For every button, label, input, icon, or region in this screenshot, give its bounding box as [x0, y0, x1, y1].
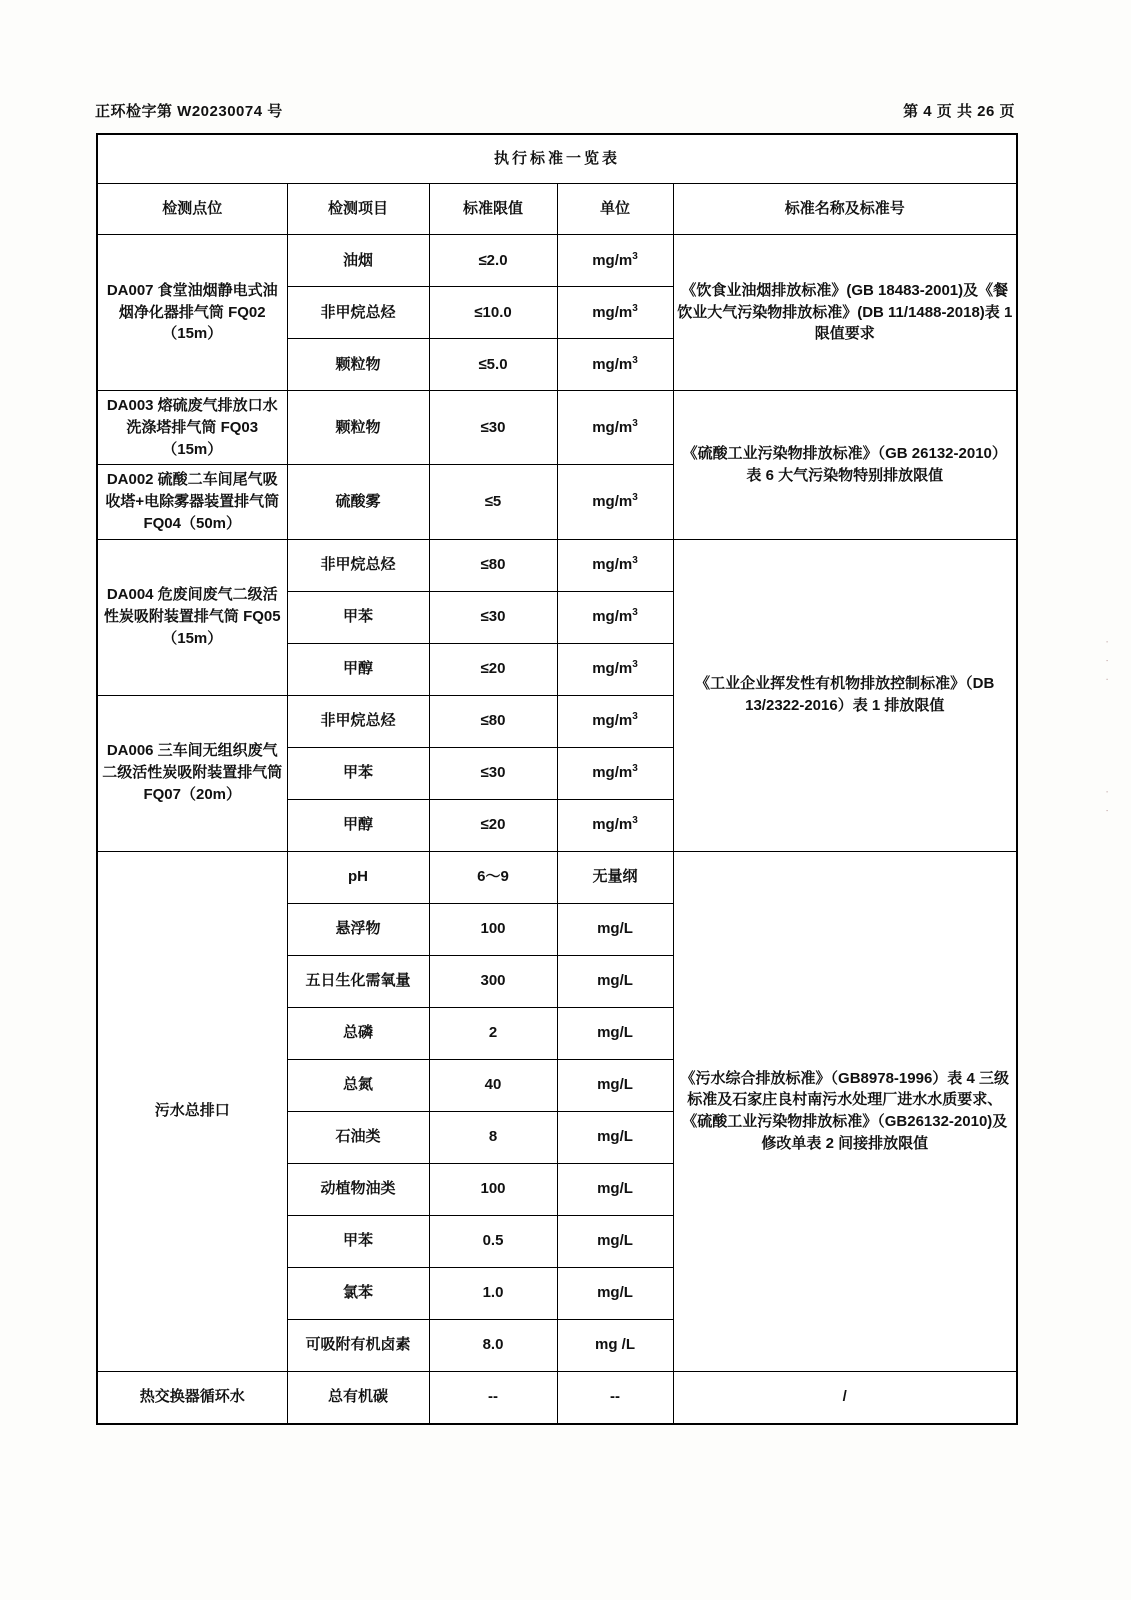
detection-item-cell: 可吸附有机卤素: [287, 1319, 429, 1371]
side-margin-mark-1: · · ·: [1101, 640, 1113, 688]
column-header-0: 检测点位: [97, 184, 287, 235]
detection-item-cell: 甲苯: [287, 747, 429, 799]
detection-item-cell: 总氮: [287, 1059, 429, 1111]
page-header: [95, 100, 1015, 121]
standard-name-cell: 《硫酸工业污染物排放标准》（GB 26132-2010）表 6 大气污染物特别排放限值: [673, 391, 1017, 540]
table-title-row: [97, 134, 1017, 184]
unit-cell: mg /L: [557, 1319, 673, 1371]
table-row: [97, 1371, 1017, 1424]
standard-limit-cell: ≤80: [429, 539, 557, 591]
detection-item-cell: 甲醇: [287, 643, 429, 695]
standard-limit-cell: 8.0: [429, 1319, 557, 1371]
standard-name-cell: 《工业企业挥发性有机物排放控制标准》（DB 13/2322-2016）表 1 排放限值: [673, 539, 1017, 851]
unit-cell: $mg/m^3$: [557, 643, 673, 695]
unit-cell: mg/L: [557, 903, 673, 955]
unit-cell: $mg/m^3$: [557, 695, 673, 747]
unit-cell: mg/L: [557, 1163, 673, 1215]
document-number: 正环检字第 W20230074 号: [95, 103, 283, 120]
column-header-4: 标准名称及标准号: [673, 184, 1017, 235]
standard-limit-cell: 100: [429, 1163, 557, 1215]
standards-table: [96, 133, 1018, 1425]
detection-point-cell: DA006 三车间无组织废气二级活性炭吸附装置排气筒 FQ07（20m）: [97, 695, 287, 851]
unit-cell: mg/L: [557, 1007, 673, 1059]
standard-limit-cell: --: [429, 1371, 557, 1424]
detection-item-cell: 总磷: [287, 1007, 429, 1059]
standard-limit-cell: ≤5.0: [429, 339, 557, 391]
detection-item-cell: 氯苯: [287, 1267, 429, 1319]
standard-limit-cell: 0.5: [429, 1215, 557, 1267]
detection-item-cell: 颗粒物: [287, 391, 429, 465]
detection-item-cell: 油烟: [287, 235, 429, 287]
standard-limit-cell: 300: [429, 955, 557, 1007]
detection-point-cell: 热交换器循环水: [97, 1371, 287, 1424]
detection-item-cell: 非甲烷总烃: [287, 695, 429, 747]
unit-cell: mg/L: [557, 1267, 673, 1319]
unit-cell: $mg/m^3$: [557, 339, 673, 391]
detection-item-cell: pH: [287, 851, 429, 903]
detection-item-cell: 石油类: [287, 1111, 429, 1163]
unit-cell: mg/L: [557, 1111, 673, 1163]
detection-item-cell: 颗粒物: [287, 339, 429, 391]
detection-point-cell: 污水总排口: [97, 851, 287, 1371]
table-row: [97, 235, 1017, 287]
standards-table-wrapper: [96, 133, 1016, 1425]
standard-limit-cell: ≤2.0: [429, 235, 557, 287]
unit-cell: $mg/m^3$: [557, 747, 673, 799]
standard-limit-cell: 2: [429, 1007, 557, 1059]
unit-cell: mg/L: [557, 1215, 673, 1267]
detection-point-cell: DA002 硫酸二车间尾气吸收塔+电除雾器装置排气筒 FQ04（50m）: [97, 465, 287, 539]
standard-limit-cell: ≤10.0: [429, 287, 557, 339]
detection-item-cell: 五日生化需氧量: [287, 955, 429, 1007]
standard-limit-cell: 1.0: [429, 1267, 557, 1319]
detection-item-cell: 甲醇: [287, 799, 429, 851]
standard-limit-cell: 100: [429, 903, 557, 955]
standard-limit-cell: ≤5: [429, 465, 557, 539]
standard-name-cell: /: [673, 1371, 1017, 1424]
unit-cell: $mg/m^3$: [557, 465, 673, 539]
standard-limit-cell: ≤80: [429, 695, 557, 747]
standard-limit-cell: ≤20: [429, 799, 557, 851]
unit-cell: --: [557, 1371, 673, 1424]
detection-item-cell: 甲苯: [287, 591, 429, 643]
table-row: [97, 851, 1017, 903]
standard-limit-cell: ≤30: [429, 591, 557, 643]
detection-point-cell: DA007 食堂油烟静电式油烟净化器排气筒 FQ02（15m）: [97, 235, 287, 391]
detection-item-cell: 非甲烷总烃: [287, 287, 429, 339]
unit-cell: 无量纲: [557, 851, 673, 903]
detection-point-cell: DA003 熔硫废气排放口水洗涤塔排气筒 FQ03（15m）: [97, 391, 287, 465]
page-number: 第 4 页 共 26 页: [903, 103, 1015, 120]
standard-limit-cell: ≤30: [429, 747, 557, 799]
unit-cell: mg/L: [557, 955, 673, 1007]
standard-limit-cell: ≤30: [429, 391, 557, 465]
detection-item-cell: 硫酸雾: [287, 465, 429, 539]
standard-name-cell: 《饮食业油烟排放标准》(GB 18483-2001)及《餐饮业大气污染物排放标准》(DB 11/1488-2018)表 1 限值要求: [673, 235, 1017, 391]
detection-point-cell: DA004 危废间废气二级活性炭吸附装置排气筒 FQ05（15m）: [97, 539, 287, 695]
column-header-1: 检测项目: [287, 184, 429, 235]
detection-item-cell: 动植物油类: [287, 1163, 429, 1215]
standard-limit-cell: 40: [429, 1059, 557, 1111]
detection-item-cell: 非甲烷总烃: [287, 539, 429, 591]
detection-item-cell: 悬浮物: [287, 903, 429, 955]
standard-limit-cell: 8: [429, 1111, 557, 1163]
column-header-2: 标准限值: [429, 184, 557, 235]
detection-item-cell: 总有机碳: [287, 1371, 429, 1424]
column-header-3: 单位: [557, 184, 673, 235]
detection-item-cell: 甲苯: [287, 1215, 429, 1267]
standard-limit-cell: 6～9: [429, 851, 557, 903]
side-margin-mark-2: · ·: [1101, 790, 1113, 819]
unit-cell: $mg/m^3$: [557, 287, 673, 339]
unit-cell: $mg/m^3$: [557, 391, 673, 465]
unit-cell: mg/L: [557, 1059, 673, 1111]
unit-cell: $mg/m^3$: [557, 539, 673, 591]
standard-name-cell: 《污水综合排放标准》（GB8978-1996）表 4 三级标准及石家庄良村南污水处理厂进水水质要求、《硫酸工业污染物排放标准》（GB26132-2010)及修改单表 2 间接排放限值: [673, 851, 1017, 1371]
unit-cell: $mg/m^3$: [557, 235, 673, 287]
table-title: 执行标准一览表: [97, 134, 1017, 184]
standard-limit-cell: ≤20: [429, 643, 557, 695]
unit-cell: $mg/m^3$: [557, 799, 673, 851]
table-header-row: [97, 184, 1017, 235]
table-row: [97, 391, 1017, 465]
unit-cell: $mg/m^3$: [557, 591, 673, 643]
table-row: [97, 539, 1017, 591]
